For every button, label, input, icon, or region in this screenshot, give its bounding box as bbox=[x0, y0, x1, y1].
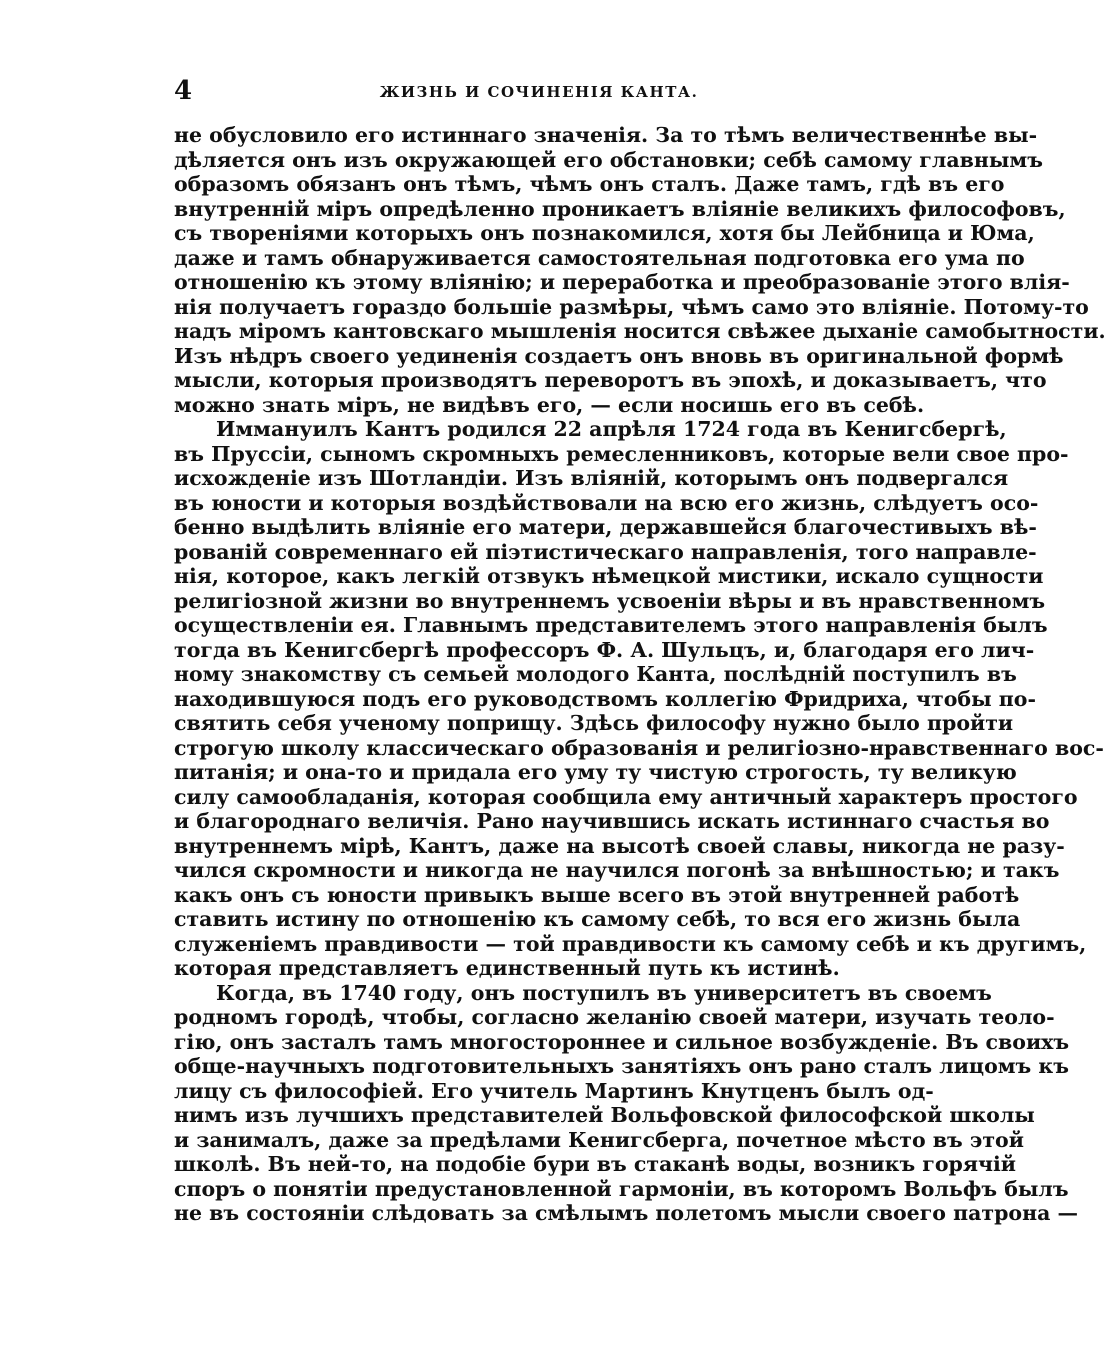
text-line: ставить истину по отношенію къ самому себѣ, то вся его жизнь была bbox=[174, 907, 1021, 931]
text-line: питанія; и она-то и придала его уму ту чистую строгость, ту великую bbox=[174, 760, 1017, 784]
text-line: рованій современнаго ей піэтистическаго направленія, того направле- bbox=[174, 539, 1037, 564]
text-line: надъ міромъ кантовскаго мышленія носится свѣжее дыханіе самобытности. bbox=[174, 319, 1106, 343]
text-line: исхожденіе изъ Шотландіи. Изъ вліяній, которымъ онъ подвергался bbox=[174, 466, 1009, 490]
text-line: тогда въ Кенигсбергѣ профессоръ Ф. А. Шульцъ, и, благодаря его лич- bbox=[174, 637, 1035, 662]
text-line: бенно выдѣлить вліяніе его матери, державшейся благочестивыхъ вѣ- bbox=[174, 515, 1037, 539]
text-line: мысли, которыя производятъ переворотъ въ эпохѣ, и доказываетъ, что bbox=[174, 368, 1047, 392]
text-line: нія получаетъ гораздо большіе размѣры, чѣмъ само это вліяніе. Потому-то bbox=[174, 294, 1089, 319]
text-line: какъ онъ съ юности привыкъ выше всего въ этой внутренней работѣ bbox=[174, 882, 1020, 907]
text-line: и занималъ, даже за предѣлами Кенигсберга, почетное мѣсто въ этой bbox=[174, 1127, 1024, 1152]
text-line: нимъ изъ лучшихъ представителей Вольфовской философской школы bbox=[174, 1103, 1035, 1127]
text-line: находившуюся подъ его руководствомъ коллегію Фридриха, чтобы по- bbox=[174, 686, 1036, 711]
text-line: отношенію къ этому вліянію; и переработка и преобразованіе этого влія- bbox=[174, 270, 1070, 294]
paragraph-2 bbox=[174, 417, 1104, 981]
text-line: внутренній міръ опредѣленно проникаетъ вліяніе великихъ философовъ, bbox=[174, 196, 1066, 221]
paragraph-3 bbox=[174, 980, 1079, 1226]
text-line: споръ о понятіи предустановленной гармоніи, въ которомъ Вольфъ былъ bbox=[174, 1176, 1069, 1201]
text-line: Когда, въ 1740 году, онъ поступилъ въ университетъ въ своемъ bbox=[216, 980, 992, 1005]
text-line: съ твореніями которыхъ онъ познакомился, хотя бы Лейбница и Юма, bbox=[174, 221, 1035, 245]
page-header bbox=[174, 76, 824, 110]
text-line: лицу съ философіей. Его учитель Мартинъ Кнутценъ былъ од- bbox=[174, 1078, 934, 1103]
text-line: религіозной жизни во внутреннемъ усвоеніи вѣры и въ нравственномъ bbox=[174, 588, 1046, 613]
running-title: ЖИЗНЬ И СОЧИНЕНІЯ КАНТА. bbox=[379, 83, 699, 101]
text-line: святить себя ученому поприщу. Здѣсь философу нужно было пройти bbox=[174, 711, 1014, 735]
text-line: не въ состояніи слѣдовать за смѣлымъ полетомъ мысли своего патрона — bbox=[174, 1201, 1079, 1225]
text-line: дѣляется онъ изъ окружающей его обстановки; себѣ самому главнымъ bbox=[174, 147, 1043, 172]
text-line: не обусловило его истиннаго значенія. За то тѣмъ величественнѣе вы- bbox=[174, 123, 1038, 147]
text-line: Изъ нѣдръ своего уединенія создаетъ онъ вновь въ оригинальной формѣ bbox=[174, 343, 1064, 368]
page-number: 4 bbox=[174, 76, 193, 106]
text-line: служеніемъ правдивости — той правдивости къ самому себѣ и къ другимъ, bbox=[174, 931, 1087, 956]
text-line: которая представляетъ единственный путь къ истинѣ. bbox=[174, 956, 840, 980]
text-line: силу самообладанія, которая сообщила ему античный характеръ простого bbox=[174, 784, 1078, 809]
text-line: и благороднаго величія. Рано научившись искать истиннаго счастья во bbox=[174, 809, 1050, 833]
text-line: школѣ. Въ ней-то, на подобіе бури въ стаканѣ воды, возникъ горячій bbox=[174, 1152, 1017, 1176]
text-line: внутреннемъ мірѣ, Кантъ, даже на высотѣ своей славы, никогда не разу- bbox=[174, 833, 1065, 858]
text-line: обще-научныхъ подготовительныхъ занятіяхъ онъ рано сталъ лицомъ къ bbox=[174, 1054, 1069, 1078]
text-line: гію, онъ засталъ тамъ многостороннее и сильное возбужденіе. Въ своихъ bbox=[174, 1029, 1070, 1054]
text-line: даже и тамъ обнаруживается самостоятельная подготовка его ума по bbox=[174, 245, 1025, 270]
text-line: строгую школу классическаго образованія и религіозно-нравственнаго вос- bbox=[174, 735, 1104, 760]
text-line: чился скромности и никогда не научился погонѣ за внѣшностью; и такъ bbox=[174, 858, 1060, 882]
text-line: осуществленіи ея. Главнымъ представителемъ этого направленія былъ bbox=[174, 613, 1048, 637]
text-line: родномъ городѣ, чтобы, согласно желанію своей матери, изучать теоло- bbox=[174, 1005, 1055, 1029]
text-line: можно знать міръ, не видѣвъ его, — если носишь его въ себѣ. bbox=[174, 392, 925, 417]
text-line: образомъ обязанъ онъ тѣмъ, чѣмъ онъ сталъ. Даже тамъ, гдѣ въ его bbox=[174, 172, 1005, 196]
text-line: нія, которое, какъ легкій отзвукъ нѣмецкой мистики, искало сущности bbox=[174, 564, 1044, 588]
paragraph-1 bbox=[174, 123, 1106, 417]
text-line: ному знакомству съ семьей молодого Канта, послѣдній поступилъ въ bbox=[174, 662, 1017, 686]
text-line: въ юности и которыя воздѣйствовали на всю его жизнь, слѣдуетъ осо- bbox=[174, 490, 1039, 515]
text-line: Иммануилъ Кантъ родился 22 апрѣля 1724 года въ Кенигсбергѣ, bbox=[216, 417, 1007, 441]
text-line: въ Пруссіи, сыномъ скромныхъ ремесленниковъ, которые вели свое про- bbox=[174, 441, 1069, 466]
body-text bbox=[174, 123, 1106, 1226]
